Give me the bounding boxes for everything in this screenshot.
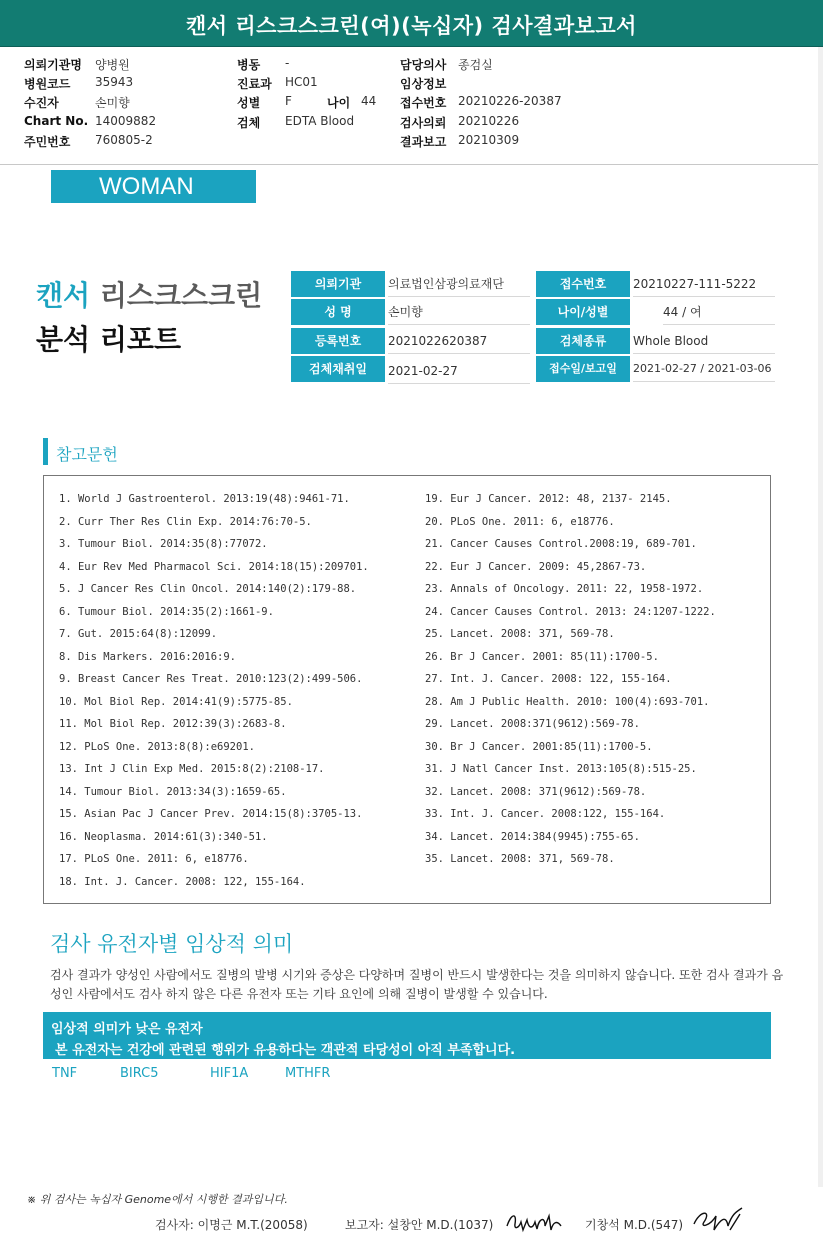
reference-item: 20. PLoS One. 2011: 6, e18776. xyxy=(425,515,615,528)
info-label: 검사의뢰 xyxy=(400,116,447,130)
reference-item: 29. Lancet. 2008:371(9612):569-78. xyxy=(425,718,640,730)
low-significance-title: 임상적 의미가 낮은 유전자 xyxy=(51,1022,203,1037)
info-label: 수진자 xyxy=(24,96,59,110)
reference-item: 3. Tumour Biol. 2014:35(8):77072. xyxy=(59,538,268,550)
info-value: 손미향 xyxy=(95,96,130,110)
info-label: 나이 xyxy=(327,96,351,110)
meaning-description: 검사 결과가 양성인 사람에서도 질병의 발병 시기와 증상은 다양하며 질병이 반드시 발생한다는 것을 의미하지 않습니다. 또한 검사 결과가 음성인 사람에서도 검사 하지 않은 다른 유전자 또는 기타 요인에 의해 질병이 발생할 수 있습니다. xyxy=(50,968,784,1001)
meta-label: 등록번호 xyxy=(291,328,385,354)
report-title-line2: 분석 리포트 xyxy=(36,323,181,356)
report-header-title: 캔서 리스크스크린(여)(녹십자) 검사결과보고서 xyxy=(186,14,637,38)
meta-value: 2021022620387 xyxy=(388,328,530,354)
meta-label: 접수일/보고일 xyxy=(536,356,630,382)
reporter-label: 보고자: 설창안 M.D.(1037) xyxy=(345,1218,494,1232)
info-value: 14009882 xyxy=(95,114,157,128)
info-label: 결과보고 xyxy=(400,135,447,149)
report-title-line1 xyxy=(36,274,262,314)
reference-item: 33. Int. J. Cancer. 2008:122, 155-164. xyxy=(425,808,666,820)
gene-mthfr: MTHFR xyxy=(285,1066,331,1081)
info-label: 접수번호 xyxy=(400,96,447,110)
reference-item: 28. Am J Public Health. 2010: 100(4):693-701. xyxy=(425,695,710,708)
low-significance-box xyxy=(43,1012,771,1059)
info-value: HC01 xyxy=(285,75,318,89)
info-label: 임상정보 xyxy=(400,77,447,91)
info-label: 의뢰기관명 xyxy=(24,58,82,72)
reference-item: 34. Lancet. 2014:384(9945):755-65. xyxy=(425,830,640,843)
woman-banner xyxy=(51,170,256,203)
reference-item: 31. J Natl Cancer Inst. 2013:105(8):515-25. xyxy=(425,763,697,775)
report-title-rest: 리스크스크린 xyxy=(90,279,263,312)
reference-item: 30. Br J Cancer. 2001:85(11):1700-5. xyxy=(425,740,653,753)
section-accent-bar xyxy=(43,438,48,465)
meta-value: Whole Blood xyxy=(633,328,775,354)
info-label: 검체 xyxy=(237,116,261,130)
reference-item: 19. Eur J Cancer. 2012: 48, 2137- 2145. xyxy=(425,493,672,505)
info-value: 20210309 xyxy=(458,133,520,147)
reference-item: 26. Br J Cancer. 2001: 85(11):1700-5. xyxy=(425,650,659,663)
report-header-banner xyxy=(0,0,823,47)
info-value: EDTA Blood xyxy=(285,114,355,128)
gene-tnf: TNF xyxy=(52,1066,78,1081)
reference-item: 15. Asian Pac J Cancer Prev. 2014:15(8):3705-13. xyxy=(59,808,363,820)
references-title: 참고문헌 xyxy=(56,445,118,464)
meta-value: 2021-02-27 / 2021-03-06 xyxy=(633,356,775,382)
reference-item: 14. Tumour Biol. 2013:34(3):1659-65. xyxy=(59,785,287,798)
reference-item: 24. Cancer Causes Control. 2013: 24:1207-1222. xyxy=(425,605,716,618)
reference-item: 7. Gut. 2015:64(8):12099. xyxy=(59,628,218,640)
reference-item: 11. Mol Biol Rep. 2012:39(3):2683-8. xyxy=(59,718,287,730)
meta-label: 검체종류 xyxy=(536,328,630,354)
reference-item: 27. Int. J. Cancer. 2008: 122, 155-164. xyxy=(425,673,672,685)
meta-value: 20210227-111-5222 xyxy=(633,271,775,297)
reference-item: 18. Int. J. Cancer. 2008: 122, 155-164. xyxy=(59,875,306,888)
approver-signature xyxy=(690,1204,746,1234)
info-value: F xyxy=(285,94,292,108)
meaning-title: 검사 유전자별 임상적 의미 xyxy=(50,932,294,956)
reference-item: 17. PLoS One. 2011: 6, e18776. xyxy=(59,853,249,865)
patient-info-box xyxy=(0,47,823,165)
reference-item: 25. Lancet. 2008: 371, 569-78. xyxy=(425,628,615,640)
meta-label: 나이/성별 xyxy=(536,299,630,325)
low-significance-desc: 본 유전자는 건강에 관련된 행위가 유용하다는 객관적 타당성이 아직 부족합니다. xyxy=(55,1043,516,1058)
info-label: Chart No. xyxy=(24,114,89,128)
report-title-accent: 캔서 xyxy=(36,279,91,312)
info-value: 종검실 xyxy=(458,58,493,72)
references-left-column xyxy=(59,490,369,895)
reference-item: 13. Int J Clin Exp Med. 2015:8(2):2108-17. xyxy=(59,763,325,775)
approver-label: 기창석 M.D.(547) xyxy=(585,1218,684,1232)
reference-item: 9. Breast Cancer Res Treat. 2010:123(2):499-506. xyxy=(59,673,363,685)
reference-item: 22. Eur J Cancer. 2009: 45,2867-73. xyxy=(425,560,647,573)
info-value: 20210226-20387 xyxy=(458,94,562,108)
reference-item: 21. Cancer Causes Control.2008:19, 689-701. xyxy=(425,538,697,550)
reference-item: 35. Lancet. 2008: 371, 569-78. xyxy=(425,853,615,865)
reference-item: 1. World J Gastroenterol. 2013:19(48):9461-71. xyxy=(59,493,350,505)
tester-label: 검사자: 이명근 M.T.(20058) xyxy=(155,1218,308,1232)
reference-item: 2. Curr Ther Res Clin Exp. 2014:76:70-5. xyxy=(59,515,312,528)
reference-item: 16. Neoplasma. 2014:61(3):340-51. xyxy=(59,830,268,843)
info-value: 44 xyxy=(361,94,377,108)
footer-note: ※ 위 검사는 녹십자 Genome에서 시행한 결과입니다. xyxy=(27,1193,288,1206)
woman-label: WOMAN xyxy=(99,173,194,200)
reference-item: 10. Mol Biol Rep. 2014:41(9):5775-85. xyxy=(59,695,293,708)
reference-item: 12. PLoS One. 2013:8(8):e69201. xyxy=(59,740,255,753)
reference-item: 4. Eur Rev Med Pharmacol Sci. 2014:18(15):209701. xyxy=(59,560,369,573)
reference-item: 6. Tumour Biol. 2014:35(2):1661-9. xyxy=(59,605,274,618)
info-label: 병원코드 xyxy=(24,77,71,91)
info-label: 병동 xyxy=(237,58,261,72)
info-label: 성별 xyxy=(237,96,261,110)
info-value: 760805-2 xyxy=(95,133,153,147)
reference-item: 8. Dis Markers. 2016:2016:9. xyxy=(59,650,237,663)
reporter-signature xyxy=(505,1204,563,1234)
info-value: 20210226 xyxy=(458,114,520,128)
meta-label: 접수번호 xyxy=(536,271,630,297)
references-right-column xyxy=(425,490,716,873)
info-label: 담당의사 xyxy=(400,58,447,72)
info-label: 진료과 xyxy=(237,77,272,91)
gene-hif1a: HIF1A xyxy=(210,1066,249,1081)
meta-value: 손미향 xyxy=(388,299,530,325)
references-box xyxy=(43,475,771,904)
meta-value: 2021-02-27 xyxy=(388,358,530,384)
reference-item: 23. Annals of Oncology. 2011: 22, 1958-1972. xyxy=(425,583,704,595)
gene-birc5: BIRC5 xyxy=(120,1066,159,1081)
info-value: 양병원 xyxy=(95,58,130,72)
page-edge-divider xyxy=(818,47,823,1187)
meta-value: 의료법인삼광의료재단 xyxy=(388,271,530,297)
meta-value: 44 / 여 xyxy=(663,299,775,325)
info-value: 35943 xyxy=(95,75,134,89)
info-value: - xyxy=(285,56,290,70)
meta-label: 성 명 xyxy=(291,299,385,325)
meta-label: 의뢰기관 xyxy=(291,271,385,297)
info-label: 주민번호 xyxy=(24,135,71,149)
reference-item: 5. J Cancer Res Clin Oncol. 2014:140(2):179-88. xyxy=(59,583,357,595)
meta-label: 검체채취일 xyxy=(291,356,385,382)
report-title xyxy=(36,274,262,358)
reference-item: 32. Lancet. 2008: 371(9612):569-78. xyxy=(425,785,647,798)
